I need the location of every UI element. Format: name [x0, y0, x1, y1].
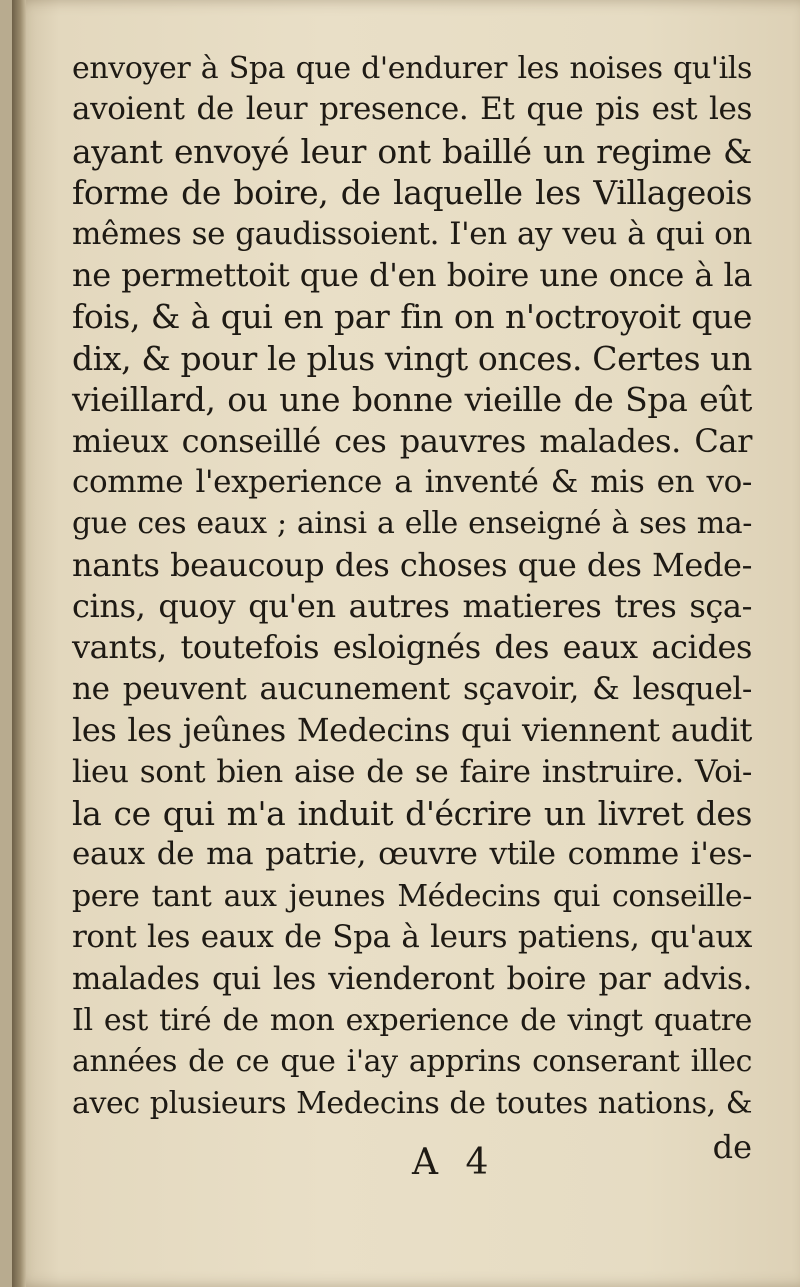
text-line: ayant envoyé leur ont baillé un regime & [72, 131, 752, 171]
text-line: ne peuvent aucunement sçavoir, & lesquel- [72, 670, 752, 707]
text-line: pere tant aux jeunes Médecins qui conseille- [72, 878, 752, 914]
text-line: eaux de ma patrie, œuvre vtile comme i'es- [72, 836, 752, 873]
text-line: ne permettoit que d'en boire une once à la [72, 255, 752, 294]
text-line: cins, quoy qu'en autres matieres tres sça- [72, 587, 752, 626]
text-line: comme l'experience a inventé & mis en vo- [72, 463, 752, 500]
text-line: ront les eaux de Spa à leurs patiens, qu'aux [72, 919, 752, 956]
text-line: les les jeûnes Medecins qui viennent audit [72, 711, 752, 750]
text-line: gue ces eaux ; ainsi a elle enseigné à ses ma- [72, 506, 752, 542]
text-line: la ce qui m'a induit d'écrire un livret des [72, 794, 752, 834]
text-line: avec plusieurs Medecins de toutes nations, & [72, 1085, 752, 1121]
text-line: mêmes se gaudissoient. I'en ay veu à qui on [72, 215, 752, 252]
page-footer [72, 1128, 752, 1188]
text-line: années de ce que i'ay apprins conserant illec [72, 1044, 752, 1080]
text-line: Il est tiré de mon experience de vingt quatre [72, 1002, 752, 1038]
text-line: lieu sont bien aise de se faire instruire. Voi- [72, 753, 752, 790]
text-line: envoyer à Spa que d'endurer les noises qu'ils [72, 51, 752, 86]
text-line: malades qui les vienderont boire par advis. [72, 960, 752, 997]
text-line: dix, & pour le plus vingt onces. Certes un [72, 338, 752, 378]
text-line: vieillard, ou une bonne vieille de Spa eût [72, 380, 752, 420]
body-text [72, 48, 752, 1124]
signature-mark: A 4 [412, 1142, 497, 1183]
text-line: avoient de leur presence. Et que pis est les [72, 91, 752, 128]
book-page [12, 0, 800, 1287]
text-line: mieux conseillé ces pauvres malades. Car [72, 421, 752, 460]
catchword: de [712, 1128, 752, 1166]
text-line: nants beaucoup des choses que des Mede- [72, 545, 752, 584]
text-line: vants, toutefois esloignés des eaux acides [72, 628, 752, 667]
text-line: forme de boire, de laquelle les Villageois [72, 173, 752, 213]
book-binding [12, 0, 26, 1287]
text-line: fois, & à qui en par fin on n'octroyoit que [72, 297, 752, 337]
